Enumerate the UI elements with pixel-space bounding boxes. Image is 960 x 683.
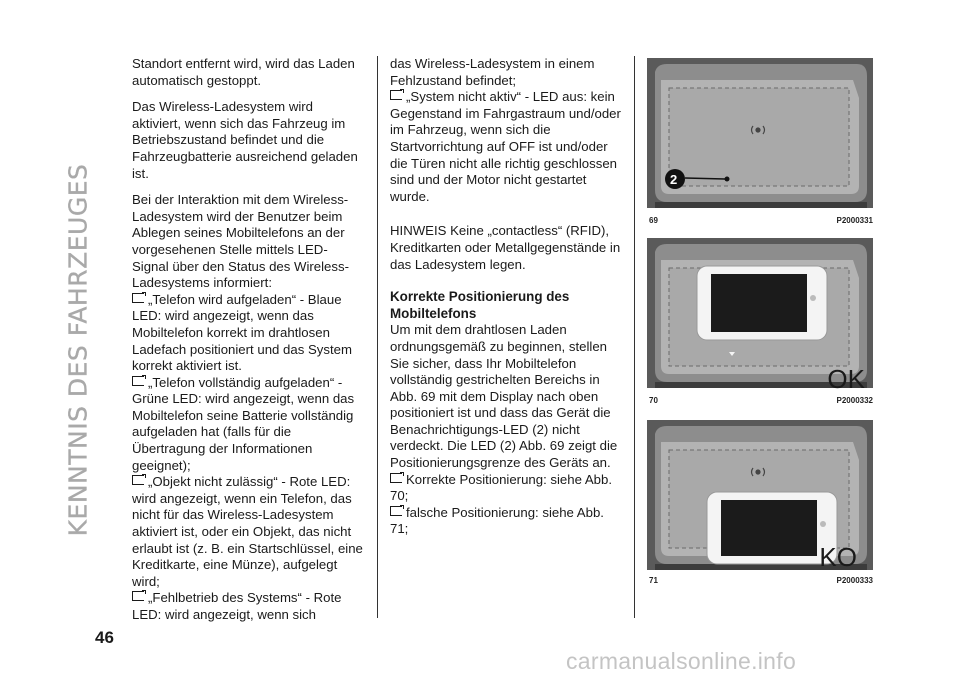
paragraph: Bei der Interaktion mit dem Wireless-Ladesystem wird der Benutzer beim Ablegen seines Mobiltelefons an der vorgesehenen Stelle mittels LED-Signal über den Status des Wireless-Ladesystems informiert: (132, 192, 349, 291)
column-divider (634, 56, 635, 618)
column-divider (377, 56, 378, 618)
bullet-item: „Telefon wird aufgeladen“ - Blaue LED: wird angezeigt, wenn das Mobiltelefon korrekt im drahtlosen Ladefach positioniert und das System korrekt aktiviert ist. (132, 291, 352, 374)
figure-number: 71 (649, 576, 658, 585)
figure-70 (647, 238, 873, 405)
bullet-item: falsche Positionierung: siehe Abb. 71; (390, 504, 604, 537)
figure-69 (647, 58, 873, 225)
figure-code: P2000332 (836, 396, 873, 405)
figure-number: 70 (649, 396, 658, 405)
figure-code: P2000333 (836, 576, 873, 585)
watermark: carmanualsonline.info (566, 648, 797, 674)
bullet-item: „Telefon vollständig aufgeladen“ - Grüne LED: wird angezeigt, wenn das Mobiltelefon seine Batterie vollständig aufgeladen hat (falls für die Übertragung der Informationen geeignet); (132, 374, 355, 473)
text-column-left (132, 56, 364, 624)
bullet-item: „Objekt nicht zulässig“ - Rote LED: wird angezeigt, wenn ein Telefon, das nicht für das Wireless-Ladesystem aktiviert ist, oder ein Objekt, das nicht erlaubt ist (z. B. ein Startschlüssel, eine Kreditkarte, eine Münze), aufgelegt wird; (132, 474, 363, 589)
callout-label: 2 (670, 172, 678, 187)
section-heading: Korrekte Positionierung des Mobiltelefons (390, 289, 570, 321)
text-column-right (390, 56, 622, 538)
figure-71 (647, 420, 873, 585)
note-paragraph: HINWEIS Keine „contactless“ (RFID), Kreditkarten oder Metallgegenstände in das Ladesystem legen. (390, 223, 621, 272)
phone-correct-position (697, 266, 827, 340)
status-label-ok: OK (827, 364, 865, 394)
page-number: 46 (95, 628, 114, 647)
figure-code: P2000331 (836, 216, 873, 225)
paragraph: Standort entfernt wird, wird das Laden automatisch gestoppt. (132, 56, 355, 88)
bullet-icon (390, 473, 402, 483)
bullet-item: Korrekte Positionierung: siehe Abb. 70; (390, 471, 612, 504)
paragraph: Das Wireless-Ladesystem wird aktiviert, wenn sich das Fahrzeug im Betriebszustand befindet und die Fahrzeugbatterie ausreichend geladen ist. (132, 99, 358, 181)
bullet-icon (132, 293, 144, 303)
bullet-icon (132, 591, 144, 601)
figure-number: 69 (649, 216, 658, 225)
bullet-icon (132, 475, 144, 485)
bullet-item: „System nicht aktiv“ - LED aus: kein Gegenstand im Fahrgastraum und/oder im Fahrzeug, wenn sich die Startvorrichtung auf OFF ist und/oder die Türen nicht alle richtig geschlossen sind und der Motor nicht gestartet wurde. (390, 89, 621, 204)
status-label-ko: KO (819, 542, 857, 572)
bullet-icon (132, 376, 144, 386)
bullet-item: „Fehlbetrieb des Systems“ - Rote LED: wird angezeigt, wenn sich (132, 590, 342, 622)
paragraph: Um mit dem drahtlosen Laden ordnungsgemäß zu beginnen, stellen Sie sicher, dass Ihr Mobiltelefon vollständig gestrichelten Bereichs in Abb. 69 mit dem Display nach oben positioniert ist und dass das Gerät die Benachrichtigungs-LED (2) nicht verdeckt. Die LED (2) Abb. 69 zeigt die Positionierungsgrenze des Geräts an. (390, 322, 618, 471)
paragraph: das Wireless-Ladesystem in einem Fehlzustand befindet; (390, 56, 595, 88)
charging-pad-illustration (647, 58, 873, 208)
phone-wrong-position (707, 492, 837, 564)
bullet-icon (390, 506, 402, 516)
bullet-icon (390, 90, 402, 100)
